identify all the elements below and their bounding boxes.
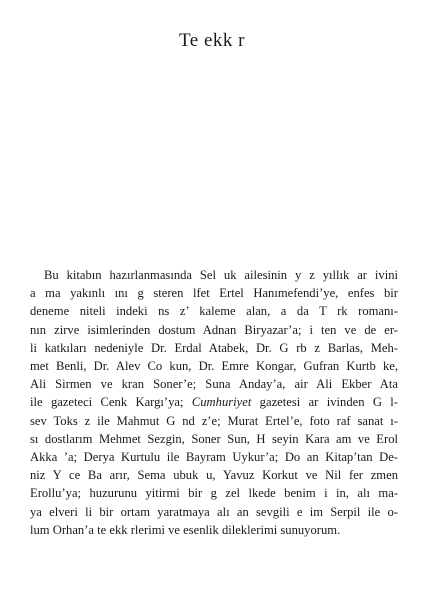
paragraph-line: Bu kitabın hazırlanmasında Sel uk ailesinin y z yıllık ar ivini bbox=[44, 268, 398, 282]
paragraph-line: met Benli, Dr. Alev Co kun, Dr. Emre Kongar, Gufran Kurtb ke, bbox=[30, 359, 398, 374]
line-text: ile gazeteci Cenk Kargı’ya; bbox=[30, 395, 192, 410]
paragraph-line-with-italic bbox=[30, 393, 398, 411]
page-title: Te ekk r bbox=[179, 30, 245, 51]
paragraph-line: Erollu’ya; huzurunu yitirmi bir g zel lkede benim i in, alı ma- bbox=[30, 486, 398, 501]
paragraph-line: sev Toks z ile Mahmut G nd z’e; Murat Ertel’e, foto raf sanat ı- bbox=[30, 413, 398, 428]
paragraph-line: Akka ’a; Derya Kurtulu ile Bayram Uykur’a; Do an Kitap’tan De- bbox=[30, 450, 398, 465]
paragraph-line: Ali Sirmen ve kran Soner’e; Suna Anday’a, air Ali Ekber Ata bbox=[30, 377, 398, 392]
paragraph-line: sı dostlarım Mehmet Sezgin, Soner Sun, H seyin Kara am ve Erol bbox=[30, 431, 398, 446]
paragraph-line: a ma yakınlı ını g steren lfet Ertel Hanımefendi’ye, enfes bir bbox=[30, 286, 398, 301]
paragraph-line: nın zirve isimlerinden dostum Adnan Biryazar’a; i ten ve de er- bbox=[30, 322, 398, 337]
paragraph-line: li katkıları nedeniyle Dr. Erdal Atabek, Dr. G rb z Barlas, Meh- bbox=[30, 340, 398, 355]
paragraph-line: niz Y ce Ba arır, Sema ubuk u, Yavuz Korkut ve Nil fer zmen bbox=[30, 468, 398, 483]
newspaper-name: Cumhuriyet bbox=[191, 395, 252, 410]
paragraph-line: deneme niteli indeki ns z’ kaleme alan, a da T rk romanı- bbox=[30, 304, 398, 319]
paragraph-line: ya elveri li bir ortam yaratmaya alı an sevgili e im Serpil ile o- bbox=[30, 504, 398, 519]
acknowledgement-paragraph bbox=[30, 266, 398, 539]
line-text: gazetesi ar ivinden G l- bbox=[251, 395, 398, 410]
paragraph-line: lum Orhan’a te ekk rlerimi ve esenlik dileklerimi sunuyorum. bbox=[30, 522, 341, 537]
